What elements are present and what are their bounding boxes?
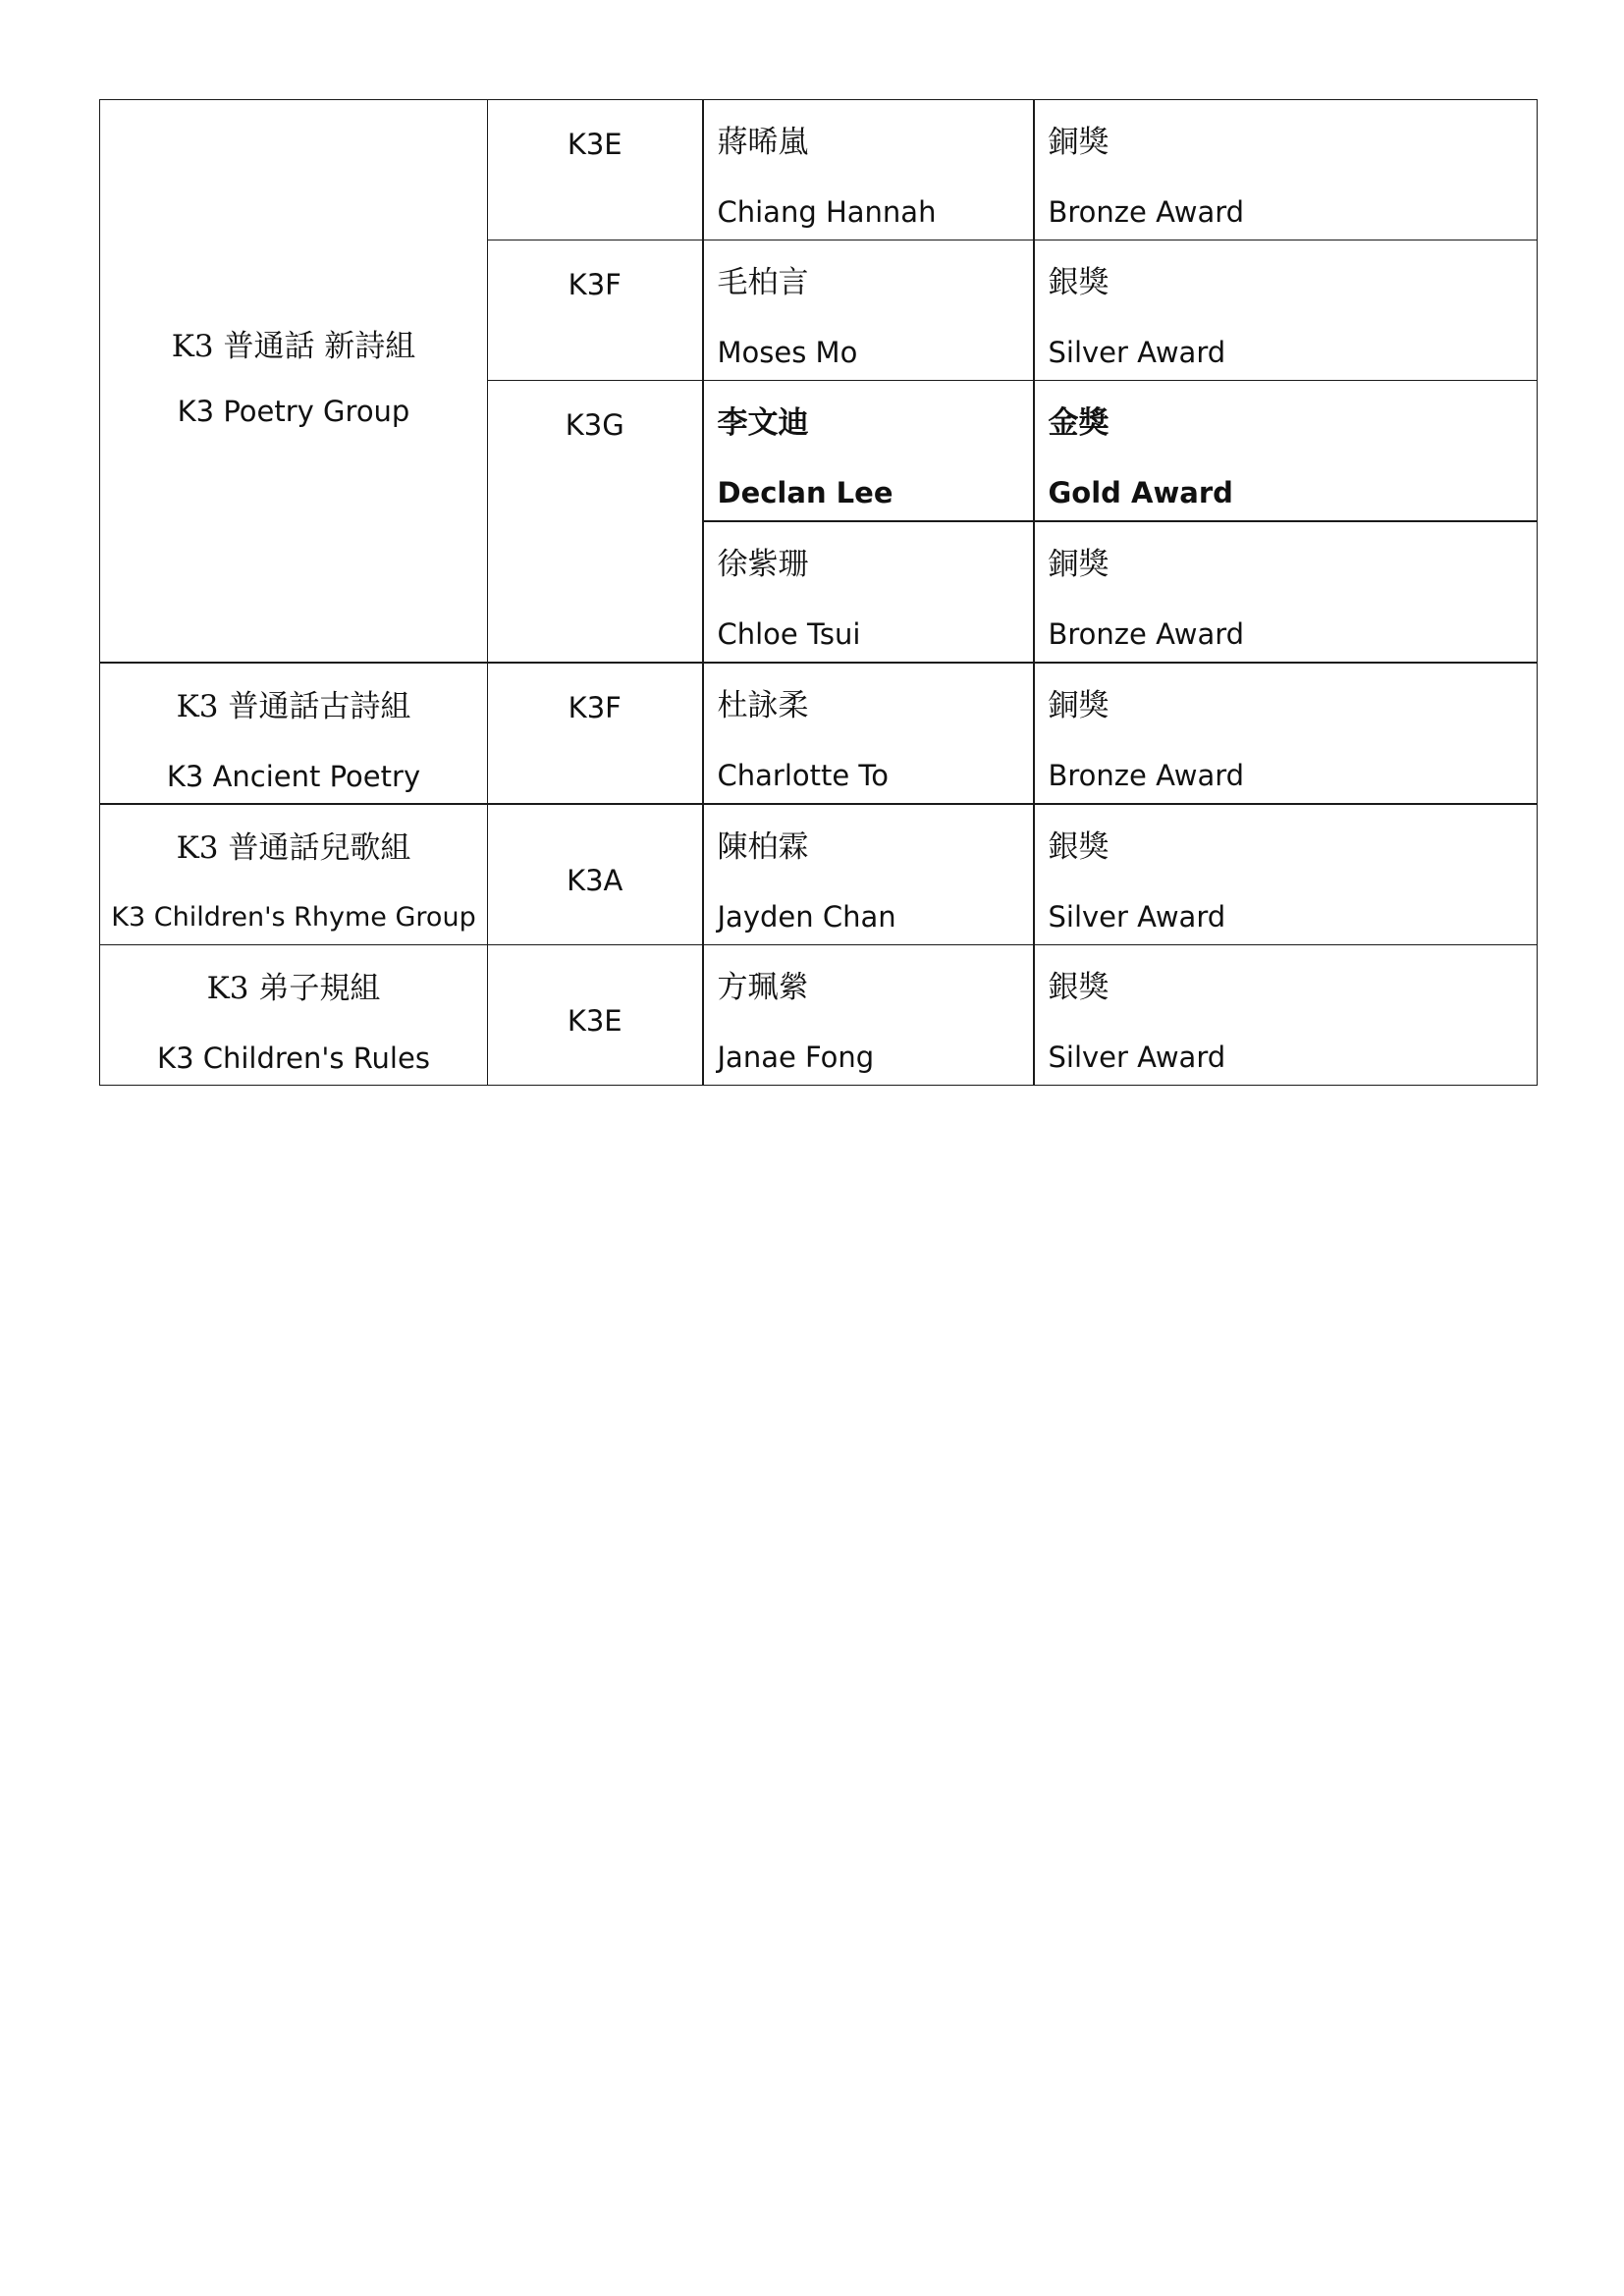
class-cell: [488, 240, 703, 381]
student-name-en: Janae Fong: [717, 1041, 875, 1074]
award-name-en: Silver Award: [1048, 900, 1226, 934]
category-name-en: K3 Poetry Group: [177, 395, 410, 428]
category-name-zh: K3 普通話兒歌組: [176, 830, 411, 866]
student-name-zh: 蔣晞嵐: [717, 125, 809, 160]
award-name-en: Silver Award: [1048, 1041, 1226, 1074]
award-name-en: Gold Award: [1048, 476, 1233, 509]
award-cell: [1034, 804, 1538, 945]
award-name-zh: 銅獎: [1048, 125, 1110, 160]
student-cell: [703, 804, 1034, 945]
student-name-en: Moses Mo: [717, 336, 858, 369]
category-name-en: K3 Children's Rhyme Group: [111, 902, 476, 933]
award-name-zh: 金獎: [1048, 405, 1110, 441]
student-cell: [703, 240, 1034, 381]
class-label: K3F: [568, 691, 622, 724]
award-name-en: Bronze Award: [1048, 617, 1245, 651]
class-cell: [488, 381, 703, 664]
category-cell: [100, 663, 488, 804]
table-row: [100, 100, 1538, 240]
category-name-en: K3 Ancient Poetry: [166, 760, 421, 793]
class-label: K3E: [567, 1004, 623, 1038]
student-name-en: Charlotte To: [717, 759, 889, 792]
award-cell: [1034, 521, 1538, 663]
student-cell: [703, 381, 1034, 522]
award-cell: [1034, 945, 1538, 1086]
category-name-zh: K3 弟子規組: [206, 971, 381, 1006]
award-name-en: Bronze Award: [1048, 759, 1245, 792]
award-cell: [1034, 663, 1538, 804]
award-cell: [1034, 240, 1538, 381]
table-row: [100, 804, 1538, 945]
award-name-zh: 銀獎: [1048, 829, 1110, 865]
class-label: K3F: [568, 268, 622, 301]
table-row: [100, 663, 1538, 804]
award-name-en: Bronze Award: [1048, 195, 1245, 229]
category-cell: [100, 100, 488, 664]
award-name-zh: 銀獎: [1048, 265, 1110, 300]
class-cell: [488, 804, 703, 945]
table-row: [100, 945, 1538, 1086]
class-cell: [488, 100, 703, 240]
student-name-zh: 毛柏言: [717, 265, 809, 300]
student-name-zh: 方珮縈: [717, 970, 809, 1005]
award-name-zh: 銅獎: [1048, 688, 1110, 723]
class-cell: [488, 945, 703, 1086]
award-name-zh: 銅獎: [1048, 547, 1110, 582]
category-cell: [100, 945, 488, 1086]
award-cell: [1034, 381, 1538, 522]
student-name-zh: 李文迪: [717, 405, 809, 441]
student-name-zh: 杜詠柔: [717, 688, 809, 723]
student-name-en: Chloe Tsui: [717, 617, 861, 651]
student-name-en: Declan Lee: [717, 476, 893, 509]
student-name-zh: 徐紫珊: [717, 547, 809, 582]
award-name-zh: 銀獎: [1048, 970, 1110, 1005]
class-cell: [488, 663, 703, 804]
award-cell: [1034, 100, 1538, 240]
student-cell: [703, 521, 1034, 663]
class-label: K3A: [567, 864, 623, 897]
category-name-zh: K3 普通話古詩組: [176, 689, 411, 724]
student-cell: [703, 945, 1034, 1086]
student-name-en: Chiang Hannah: [717, 195, 937, 229]
award-name-en: Silver Award: [1048, 336, 1226, 369]
category-name-zh: K3 普通話 新詩組: [171, 329, 416, 364]
category-name-en: K3 Children's Rules: [157, 1041, 430, 1075]
category-cell: [100, 804, 488, 945]
student-cell: [703, 100, 1034, 240]
class-label: K3E: [567, 128, 623, 161]
awards-table: [99, 99, 1538, 1086]
student-name-en: Jayden Chan: [717, 900, 896, 934]
student-cell: [703, 663, 1034, 804]
student-name-zh: 陳柏霖: [717, 829, 809, 865]
class-label: K3G: [565, 408, 624, 442]
